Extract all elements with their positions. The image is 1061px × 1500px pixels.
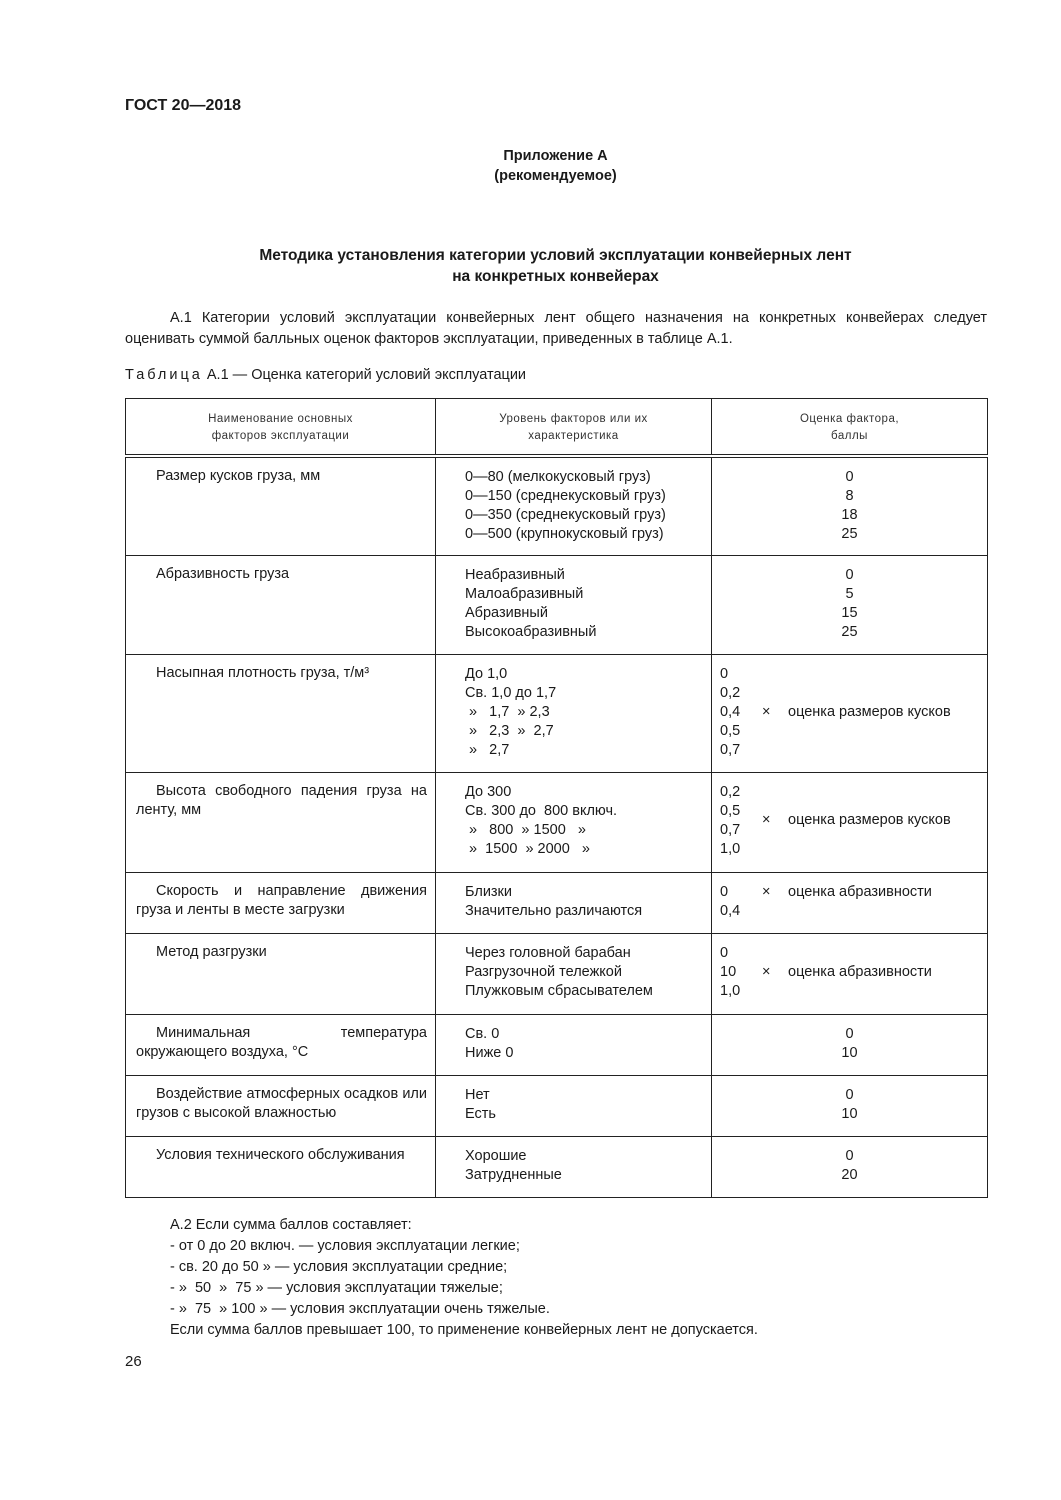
- level-line: Св. 1,0 до 1,7: [465, 684, 557, 701]
- score-value: 0,4: [720, 902, 741, 919]
- level-line: Нет: [465, 1086, 490, 1103]
- multiplier-text: оценка абразивности: [788, 883, 932, 900]
- score-value: 0,2: [720, 684, 741, 701]
- level-line: Малоабразивный: [465, 585, 584, 602]
- score-cell: [712, 654, 988, 772]
- a2-intro: А.2 Если сумма баллов составляет:: [170, 1217, 412, 1233]
- score-cell: [712, 772, 988, 872]
- score-value: 0,5: [720, 802, 741, 819]
- factor-name: Воздействие атмосферных осадков или грузов с высокой влажностью: [136, 1085, 427, 1121]
- annex-heading: [0, 146, 1061, 186]
- table-row: [126, 456, 988, 555]
- level-line: Разгрузочной тележкой: [465, 963, 622, 980]
- a2-outro: Если сумма баллов превышает 100, то применение конвейерных лент не допускается.: [170, 1322, 758, 1338]
- level-cell: [436, 772, 712, 872]
- score-value: 0: [720, 944, 729, 961]
- factor-name: Метод разгрузки: [156, 943, 267, 960]
- factor-name: Насыпная плотность груза, т/м³: [156, 664, 370, 681]
- score-cell: [712, 1136, 988, 1197]
- score-value: 8: [845, 488, 854, 504]
- table-row: [126, 654, 988, 772]
- factor-name: Скорость и направление движения груза и ленты в месте загрузки: [136, 882, 427, 918]
- level-cell: [436, 555, 712, 654]
- score-value: 1,0: [720, 840, 741, 857]
- score-value: 0: [720, 665, 729, 682]
- multiplier-text: оценка абразивности: [788, 963, 932, 980]
- level-line: Плужковым сбрасывателем: [465, 982, 653, 999]
- multiply-sign: ×: [762, 883, 771, 900]
- score-value: 0: [845, 469, 854, 485]
- a2-item-3: - » 50 » 75 » — условия эксплуатации тяжелые;: [170, 1280, 503, 1296]
- score-value: 25: [841, 623, 858, 640]
- score-value: 0: [845, 566, 854, 583]
- table-row: [126, 1014, 988, 1075]
- factor-name: Абразивность груза: [156, 565, 290, 582]
- level-cell: [436, 933, 712, 1014]
- score-multiplier: [762, 703, 951, 722]
- level-line: Высокоабразивный: [465, 623, 597, 640]
- level-line: » 2,3 » 2,7: [465, 722, 554, 739]
- level-cell: [436, 654, 712, 772]
- level-line: Св. 300 до 800 включ.: [465, 802, 618, 819]
- score-cell: [712, 456, 988, 555]
- score-value: 0: [845, 1025, 854, 1042]
- level-line: » 2,7: [465, 741, 510, 758]
- score-multiplier: [762, 883, 932, 902]
- level-line: До 300: [465, 783, 512, 800]
- factor-cell: [126, 654, 436, 772]
- header-level: Уровень факторов или их характеристика: [436, 399, 712, 457]
- factor-cell: [126, 772, 436, 872]
- table-caption: [125, 367, 526, 383]
- level-line: Абразивный: [465, 604, 548, 621]
- score-value: 10: [720, 963, 737, 980]
- score-value: 0,7: [720, 741, 741, 758]
- level-line: Затрудненные: [465, 1166, 562, 1183]
- table-row: [126, 555, 988, 654]
- score-value: 5: [845, 585, 854, 602]
- score-multiplier: [762, 811, 951, 830]
- level-line: » 1,7 » 2,3: [465, 703, 550, 720]
- score-cell: [712, 872, 988, 933]
- method-title: [0, 245, 1061, 287]
- level-line: Ниже 0: [465, 1044, 514, 1061]
- table-header-row: [126, 399, 988, 457]
- method-title-line-2: на конкретных конвейерах: [452, 268, 659, 285]
- paragraph-a1-text: А.1 Категории условий эксплуатации конвейерных лент общего назначения на конкретных конвейерах следует оценивать суммой балльных оценок факторов эксплуатации, приведенных в таблице А.1.: [125, 310, 987, 347]
- score-value: 0,5: [720, 722, 741, 739]
- paragraph-a2: [170, 1215, 758, 1341]
- table-row: [126, 1075, 988, 1136]
- document-code: ГОСТ 20—2018: [125, 97, 242, 114]
- table-caption-prefix: Таблица: [125, 367, 203, 383]
- factor-name: Минимальная температура окружающего воздуха, °С: [136, 1024, 427, 1060]
- score-value: 10: [841, 1044, 858, 1061]
- level-line: До 1,0: [465, 665, 508, 682]
- level-line: Значительно различаются: [465, 902, 643, 919]
- multiplier-text: оценка размеров кусков: [788, 812, 951, 828]
- level-line: 0—80 (мелкокусковый груз): [465, 469, 651, 485]
- score-value: 0,4: [720, 703, 741, 720]
- factor-name: Высота свободного падения груза на ленту, мм: [136, 782, 427, 818]
- score-value: 0: [720, 883, 729, 900]
- factor-cell: [126, 1014, 436, 1075]
- table-row: [126, 772, 988, 872]
- level-line: 0—350 (среднекусковый груз): [465, 507, 666, 523]
- factor-cell: [126, 1075, 436, 1136]
- score-value: 1,0: [720, 982, 741, 999]
- level-line: » 800 » 1500 »: [465, 821, 586, 838]
- a2-item-4: - » 75 » 100 » — условия эксплуатации очень тяжелые.: [170, 1301, 550, 1317]
- score-cell: [712, 1075, 988, 1136]
- level-line: Неабразивный: [465, 566, 565, 583]
- score-cell: [712, 555, 988, 654]
- score-cell: [712, 1014, 988, 1075]
- level-cell: [436, 1075, 712, 1136]
- multiply-sign: ×: [762, 703, 771, 720]
- score-value: 10: [841, 1105, 858, 1122]
- table-row: [126, 933, 988, 1014]
- level-line: Хорошие: [465, 1147, 527, 1164]
- multiply-sign: ×: [762, 812, 771, 828]
- level-cell: [436, 456, 712, 555]
- factor-cell: [126, 456, 436, 555]
- factors-table: [125, 398, 988, 1198]
- level-line: » 1500 » 2000 »: [465, 840, 590, 857]
- factor-cell: [126, 933, 436, 1014]
- score-value: 20: [841, 1166, 858, 1183]
- annex-status: (рекомендуемое): [494, 168, 617, 184]
- factor-cell: [126, 555, 436, 654]
- table-row: [126, 872, 988, 933]
- score-value: 18: [841, 507, 858, 523]
- score-value: 25: [841, 526, 858, 542]
- a2-item-2: - св. 20 до 50 » — условия эксплуатации средние;: [170, 1259, 508, 1275]
- header-factor: Наименование основных факторов эксплуатации: [126, 399, 436, 457]
- score-value: 0,7: [720, 821, 741, 838]
- level-line: 0—150 (среднекусковый груз): [465, 488, 666, 504]
- level-cell: [436, 1014, 712, 1075]
- table-row: [126, 1136, 988, 1197]
- factor-name: Размер кусков груза, мм: [156, 468, 321, 484]
- level-line: Близки: [465, 883, 513, 900]
- multiplier-text: оценка размеров кусков: [788, 703, 951, 720]
- level-line: Через головной барабан: [465, 944, 631, 961]
- score-multiplier: [762, 963, 932, 982]
- table-caption-text: А.1 — Оценка категорий условий эксплуатации: [202, 367, 527, 383]
- score-value: 0: [845, 1086, 854, 1103]
- method-title-line-1: Методика установления категории условий эксплуатации конвейерных лент: [259, 247, 852, 264]
- level-line: Есть: [465, 1105, 496, 1122]
- annex-title: Приложение А: [503, 148, 608, 164]
- score-value: 0,2: [720, 783, 741, 800]
- page-number: 26: [125, 1353, 142, 1370]
- score-cell: [712, 933, 988, 1014]
- factor-cell: [126, 872, 436, 933]
- level-cell: [436, 872, 712, 933]
- a2-item-1: - от 0 до 20 включ. — условия эксплуатации легкие;: [170, 1238, 520, 1254]
- level-line: 0—500 (крупнокусковый груз): [465, 526, 664, 542]
- factor-name: Условия технического обслуживания: [156, 1146, 405, 1163]
- header-score: Оценка фактора, баллы: [712, 399, 988, 457]
- score-value: 15: [841, 604, 858, 621]
- score-value: 0: [845, 1147, 854, 1164]
- paragraph-a1: [125, 308, 987, 350]
- multiply-sign: ×: [762, 963, 771, 980]
- level-line: Св. 0: [465, 1025, 500, 1042]
- level-cell: [436, 1136, 712, 1197]
- factor-cell: [126, 1136, 436, 1197]
